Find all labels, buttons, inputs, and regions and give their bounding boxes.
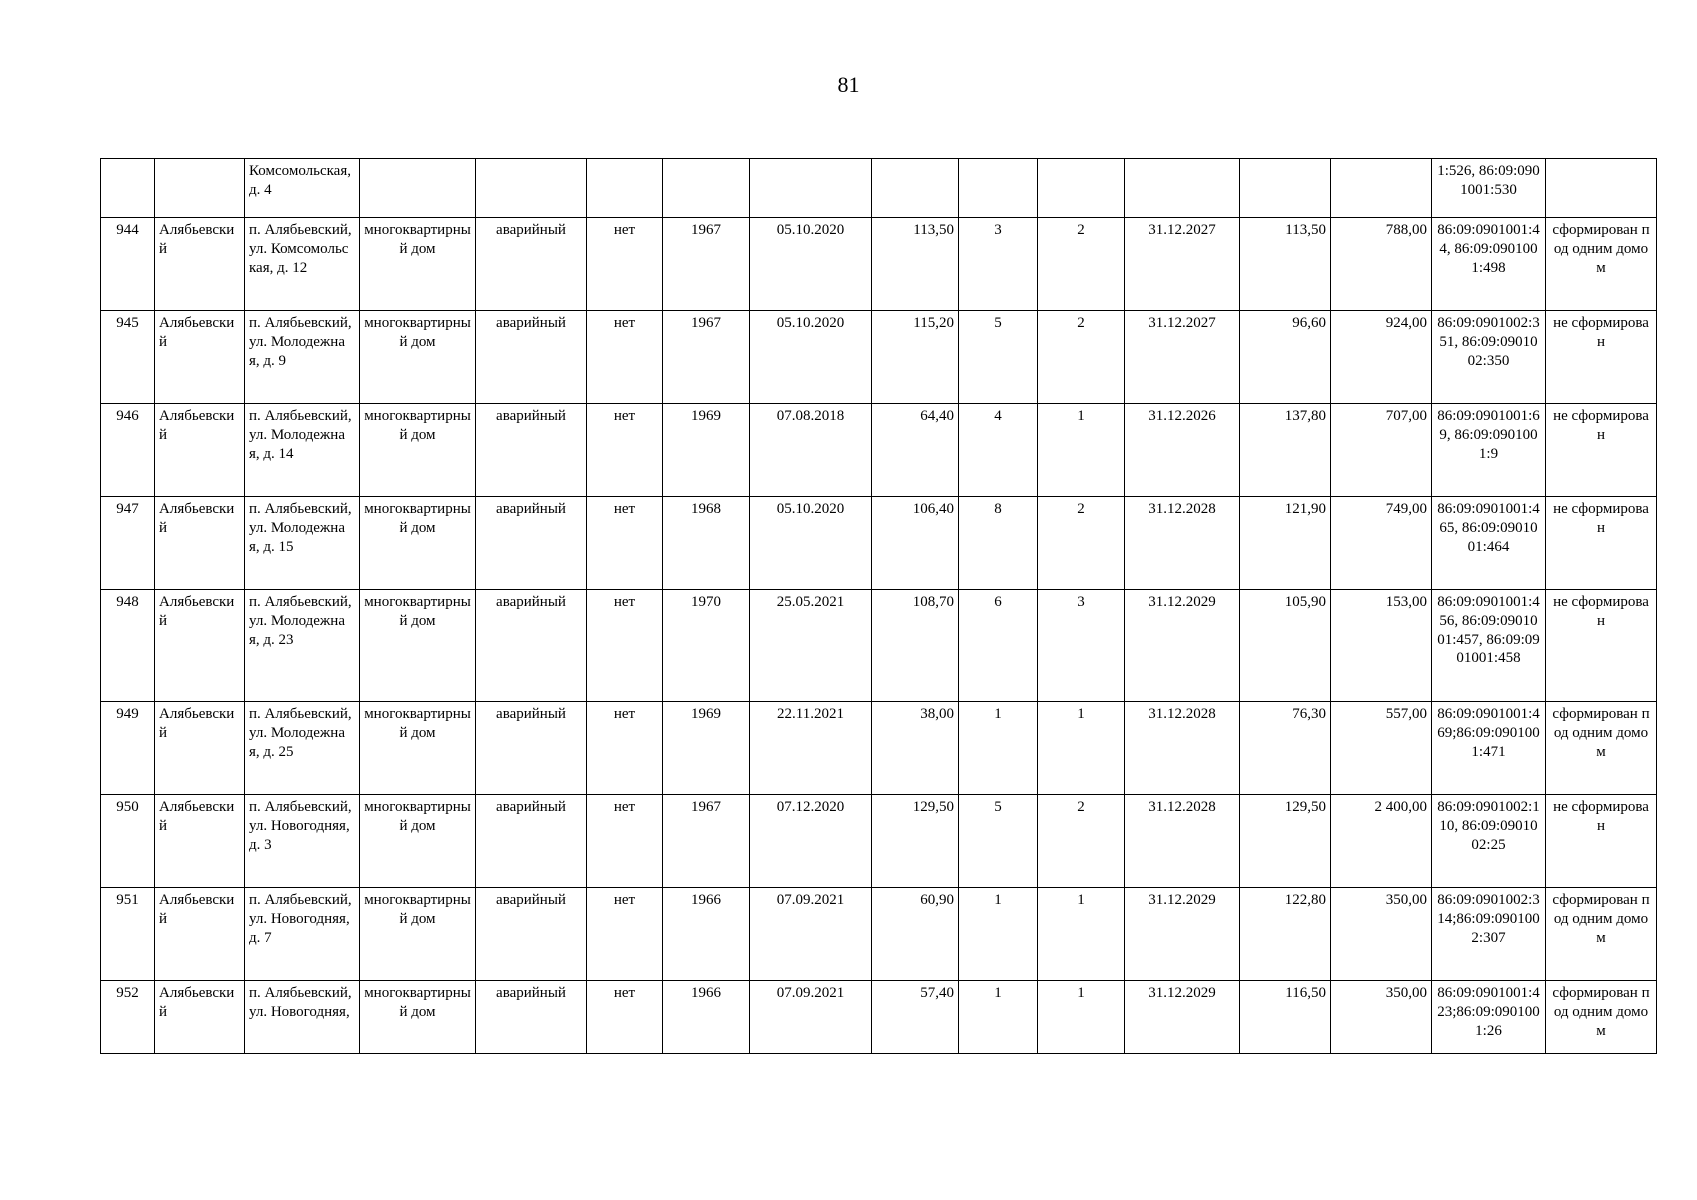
cell-area: 64,40	[872, 404, 959, 497]
cell-area-2: 129,50	[1240, 795, 1331, 888]
cell-area-2: 121,90	[1240, 497, 1331, 590]
cell-area: 38,00	[872, 702, 959, 795]
cell-municipality: Алябьевский	[155, 590, 245, 702]
cell-address: п. Алябьевский, ул. Комсомольская, д. 12	[245, 218, 360, 311]
table-row-continued	[101, 159, 1657, 218]
cell-deadline: 31.12.2029	[1125, 981, 1240, 1054]
cell-municipality: Алябьевский	[155, 888, 245, 981]
cell-deadline: 31.12.2026	[1125, 404, 1240, 497]
cell-year: 1967	[663, 795, 750, 888]
cell-area: 57,40	[872, 981, 959, 1054]
cell-count-1: 6	[959, 590, 1038, 702]
cell-year: 1967	[663, 218, 750, 311]
cell-count-2: 2	[1038, 218, 1125, 311]
cell-num: 945	[101, 311, 155, 404]
cell-type: многоквартирный дом	[360, 497, 476, 590]
cell-municipality: Алябьевский	[155, 404, 245, 497]
cell-municipality: Алябьевский	[155, 795, 245, 888]
cell-count-1: 4	[959, 404, 1038, 497]
cell-cadastral: 86:09:0901001:469;86:09:0901001:471	[1432, 702, 1546, 795]
cell-year	[663, 159, 750, 218]
cell-land	[1546, 159, 1657, 218]
cell-sum: 707,00	[1331, 404, 1432, 497]
cell-year: 1967	[663, 311, 750, 404]
cell-count-2: 2	[1038, 311, 1125, 404]
cell-municipality	[155, 159, 245, 218]
cell-deadline: 31.12.2028	[1125, 702, 1240, 795]
cell-land: не сформирован	[1546, 795, 1657, 888]
table-row	[101, 404, 1657, 497]
cell-land: не сформирован	[1546, 497, 1657, 590]
cell-count-2	[1038, 159, 1125, 218]
cell-area: 129,50	[872, 795, 959, 888]
cell-status: аварийный	[476, 702, 587, 795]
table-row	[101, 497, 1657, 590]
cell-address: п. Алябьевский, ул. Молодежная, д. 23	[245, 590, 360, 702]
cell-count-1: 5	[959, 311, 1038, 404]
cell-land: сформирован под одним домом	[1546, 218, 1657, 311]
cell-num	[101, 159, 155, 218]
cell-count-1: 3	[959, 218, 1038, 311]
cell-year: 1966	[663, 888, 750, 981]
cell-land: сформирован под одним домом	[1546, 981, 1657, 1054]
cell-type	[360, 159, 476, 218]
cell-sum: 557,00	[1331, 702, 1432, 795]
cell-count-1: 1	[959, 888, 1038, 981]
cell-flag: нет	[587, 311, 663, 404]
cell-count-2: 2	[1038, 795, 1125, 888]
cell-area-2: 137,80	[1240, 404, 1331, 497]
cell-count-1	[959, 159, 1038, 218]
cell-land: не сформирован	[1546, 311, 1657, 404]
cell-date: 07.09.2021	[750, 888, 872, 981]
cell-status	[476, 159, 587, 218]
cell-type: многоквартирный дом	[360, 981, 476, 1054]
cell-year: 1968	[663, 497, 750, 590]
cell-count-2: 1	[1038, 888, 1125, 981]
cell-type: многоквартирный дом	[360, 702, 476, 795]
page-number: 81	[837, 72, 860, 97]
cell-municipality: Алябьевский	[155, 981, 245, 1054]
cell-count-2: 1	[1038, 981, 1125, 1054]
cell-count-1: 1	[959, 981, 1038, 1054]
cell-year: 1969	[663, 404, 750, 497]
cell-cadastral: 86:09:0901001:456, 86:09:0901001:457, 86:09:0901001:458	[1432, 590, 1546, 702]
cell-count-2: 1	[1038, 702, 1125, 795]
table-row	[101, 590, 1657, 702]
cell-count-1: 1	[959, 702, 1038, 795]
cell-cadastral: 86:09:0901001:44, 86:09:0901001:498	[1432, 218, 1546, 311]
cell-area: 108,70	[872, 590, 959, 702]
cell-status: аварийный	[476, 888, 587, 981]
cell-area: 115,20	[872, 311, 959, 404]
cell-address: п. Алябьевский, ул. Новогодняя, д. 7	[245, 888, 360, 981]
cell-type: многоквартирный дом	[360, 311, 476, 404]
cell-cadastral: 86:09:0901002:351, 86:09:0901002:350	[1432, 311, 1546, 404]
cell-area: 113,50	[872, 218, 959, 311]
cell-date	[750, 159, 872, 218]
cell-cadastral: 86:09:0901001:69, 86:09:0901001:9	[1432, 404, 1546, 497]
table-row	[101, 218, 1657, 311]
cell-count-2: 1	[1038, 404, 1125, 497]
cell-type: многоквартирный дом	[360, 404, 476, 497]
cell-sum: 2 400,00	[1331, 795, 1432, 888]
table-row	[101, 702, 1657, 795]
cell-area: 106,40	[872, 497, 959, 590]
cell-area-2: 116,50	[1240, 981, 1331, 1054]
cell-address: п. Алябьевский, ул. Молодежная, д. 25	[245, 702, 360, 795]
cell-address: п. Алябьевский, ул. Молодежная, д. 15	[245, 497, 360, 590]
cell-num: 944	[101, 218, 155, 311]
cell-type: многоквартирный дом	[360, 590, 476, 702]
cell-address: п. Алябьевский, ул. Новогодняя, д. 3	[245, 795, 360, 888]
cell-municipality: Алябьевский	[155, 497, 245, 590]
cell-type: многоквартирный дом	[360, 218, 476, 311]
cell-num: 948	[101, 590, 155, 702]
cell-area: 60,90	[872, 888, 959, 981]
cell-count-2: 3	[1038, 590, 1125, 702]
cell-date: 05.10.2020	[750, 497, 872, 590]
cell-cadastral: 1:526, 86:09:0901001:530	[1432, 159, 1546, 218]
cell-num: 947	[101, 497, 155, 590]
cell-flag: нет	[587, 981, 663, 1054]
cell-count-2: 2	[1038, 497, 1125, 590]
table-row	[101, 888, 1657, 981]
cell-deadline: 31.12.2028	[1125, 497, 1240, 590]
cell-address: п. Алябьевский, ул. Молодежная, д. 9	[245, 311, 360, 404]
cell-flag: нет	[587, 702, 663, 795]
table-row	[101, 311, 1657, 404]
cell-sum: 749,00	[1331, 497, 1432, 590]
cell-deadline	[1125, 159, 1240, 218]
cell-sum: 924,00	[1331, 311, 1432, 404]
cell-status: аварийный	[476, 590, 587, 702]
cell-flag: нет	[587, 218, 663, 311]
cell-date: 07.08.2018	[750, 404, 872, 497]
cell-area-2: 113,50	[1240, 218, 1331, 311]
cell-sum: 350,00	[1331, 981, 1432, 1054]
cell-num: 952	[101, 981, 155, 1054]
cell-num: 950	[101, 795, 155, 888]
cell-area-2: 96,60	[1240, 311, 1331, 404]
cell-status: аварийный	[476, 311, 587, 404]
table-row	[101, 981, 1657, 1054]
cell-address: п. Алябьевский, ул. Новогодняя,	[245, 981, 360, 1054]
cell-deadline: 31.12.2029	[1125, 888, 1240, 981]
cell-date: 22.11.2021	[750, 702, 872, 795]
cell-year: 1969	[663, 702, 750, 795]
cell-num: 946	[101, 404, 155, 497]
cell-count-1: 5	[959, 795, 1038, 888]
cell-year: 1970	[663, 590, 750, 702]
cell-address: Комсомольская, д. 4	[245, 159, 360, 218]
cell-date: 25.05.2021	[750, 590, 872, 702]
cell-area-2: 76,30	[1240, 702, 1331, 795]
cell-status: аварийный	[476, 404, 587, 497]
cell-municipality: Алябьевский	[155, 311, 245, 404]
cell-cadastral: 86:09:0901002:314;86:09:0901002:307	[1432, 888, 1546, 981]
cell-area-2: 105,90	[1240, 590, 1331, 702]
cell-deadline: 31.12.2027	[1125, 218, 1240, 311]
cell-sum	[1331, 159, 1432, 218]
cell-date: 05.10.2020	[750, 311, 872, 404]
cell-date: 05.10.2020	[750, 218, 872, 311]
cell-date: 07.09.2021	[750, 981, 872, 1054]
cell-cadastral: 86:09:0901001:465, 86:09:0901001:464	[1432, 497, 1546, 590]
cell-status: аварийный	[476, 497, 587, 590]
cell-year: 1966	[663, 981, 750, 1054]
cell-deadline: 31.12.2029	[1125, 590, 1240, 702]
table-row	[101, 795, 1657, 888]
cell-flag	[587, 159, 663, 218]
cell-status: аварийный	[476, 795, 587, 888]
cell-sum: 153,00	[1331, 590, 1432, 702]
cell-sum: 350,00	[1331, 888, 1432, 981]
cell-deadline: 31.12.2028	[1125, 795, 1240, 888]
cell-date: 07.12.2020	[750, 795, 872, 888]
cell-flag: нет	[587, 404, 663, 497]
cell-area-2	[1240, 159, 1331, 218]
cell-flag: нет	[587, 795, 663, 888]
cell-status: аварийный	[476, 218, 587, 311]
cell-area-2: 122,80	[1240, 888, 1331, 981]
cell-area	[872, 159, 959, 218]
cell-municipality: Алябьевский	[155, 218, 245, 311]
cell-num: 949	[101, 702, 155, 795]
cell-flag: нет	[587, 590, 663, 702]
housing-registry-table	[100, 158, 1657, 1054]
cell-cadastral: 86:09:0901002:110, 86:09:0901002:25	[1432, 795, 1546, 888]
cell-cadastral: 86:09:0901001:423;86:09:0901001:26	[1432, 981, 1546, 1054]
cell-deadline: 31.12.2027	[1125, 311, 1240, 404]
cell-flag: нет	[587, 497, 663, 590]
cell-land: сформирован под одним домом	[1546, 888, 1657, 981]
cell-type: многоквартирный дом	[360, 795, 476, 888]
cell-municipality: Алябьевский	[155, 702, 245, 795]
cell-address: п. Алябьевский, ул. Молодежная, д. 14	[245, 404, 360, 497]
cell-sum: 788,00	[1331, 218, 1432, 311]
cell-type: многоквартирный дом	[360, 888, 476, 981]
cell-status: аварийный	[476, 981, 587, 1054]
cell-flag: нет	[587, 888, 663, 981]
cell-count-1: 8	[959, 497, 1038, 590]
cell-land: не сформирован	[1546, 404, 1657, 497]
cell-land: не сформирован	[1546, 590, 1657, 702]
cell-num: 951	[101, 888, 155, 981]
cell-land: сформирован под одним домом	[1546, 702, 1657, 795]
